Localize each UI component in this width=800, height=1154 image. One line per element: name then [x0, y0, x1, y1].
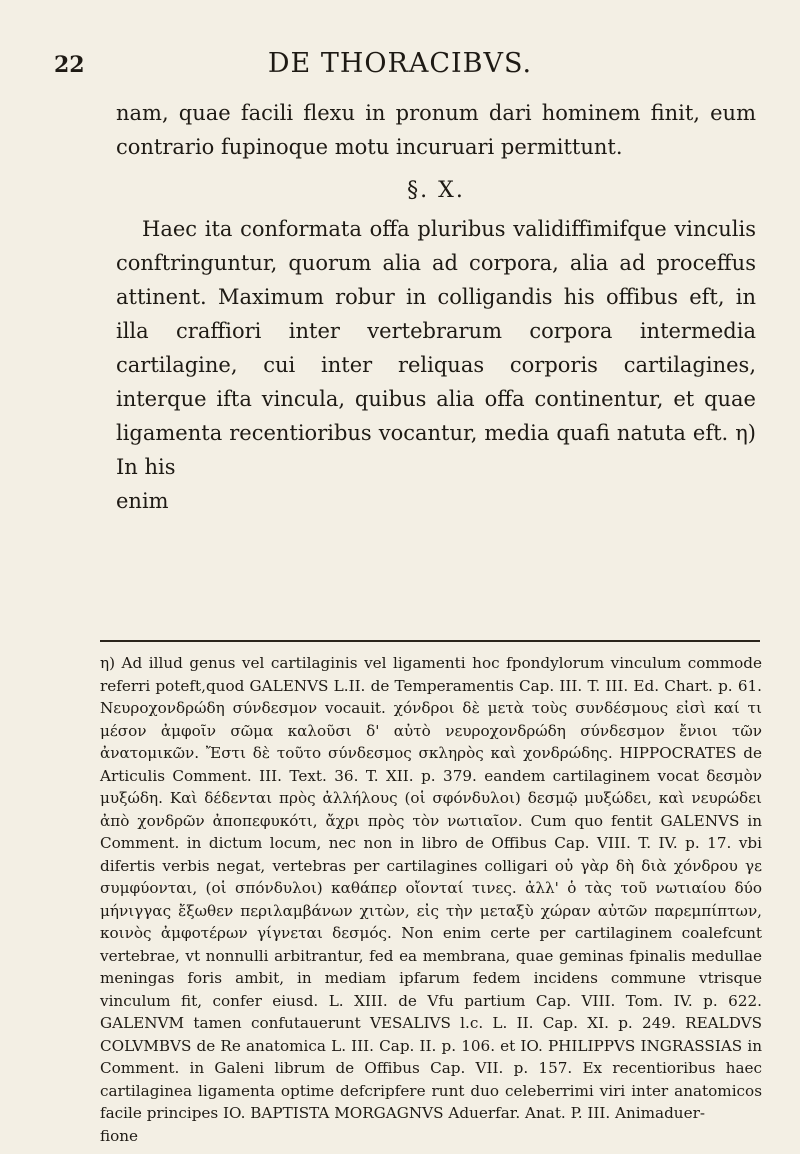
paragraph-continuation: nam, quae facili flexu in pronum dari hominem finit, eum contrario fupinoque motu incuruari permittunt. — [116, 101, 756, 159]
main-text — [116, 96, 756, 518]
footnote-rule — [100, 640, 760, 642]
footnote-catchword: fione — [100, 1126, 139, 1145]
footnote-block — [100, 652, 762, 1147]
page-number: 22 — [54, 52, 85, 78]
catchword: enim — [116, 489, 169, 513]
running-head: DE THORACIBVS. — [267, 48, 533, 79]
footnote-eta: η) Ad illud genus vel cartilaginis vel ligamenti hoc fpondylorum vinculum commode referri poteft,quod GALENVS L.II. de Temperamentis Cap. III. T. III. Ed. Chart. p. 61. Νευροχονδρώδη σύνδεσμον vocauit. χόνδροι δὲ μετὰ τοὺς συνδέσμους εἰσὶ καί τι μέσον ἀμφοῖν σῶμα καλοῦσι δ' αὐτὸ νευροχονδρώδη σύνδεσμον ἔνιοι τῶν ἀνατομικῶν. Ἔστι δὲ τοῦτο σύνδεσμος σκληρὸς καὶ χονδρώδης. HIPPOCRATES de Articulis Comment. III. Text. 36. T. XII. p. 379. eandem cartilaginem vocat δεσμὸν μυξώδη. Καὶ δέδενται πρὸς ἀλλήλους (οἱ σφόνδυλοι) δεσμῷ μυξώδει, καὶ νευρώδει ἀπὸ χονδρῶν ἀποπεφυκότι, ἄχρι πρὸς τὸν νωτιαῖον. Cum quo fentit GALENVS in Comment. in dictum locum, nec non in libro de Offibus Cap. VIII. T. IV. p. 17. vbi difertis verbis negat, vertebras per cartilagines colligari οὐ γὰρ δὴ διὰ χόνδρου γε συμφύονται, (οἱ σπόνδυλοι) καθάπερ οἴονταί τινες. ἀλλ' ὁ τὰς τοῦ νωτιαίου δύο μήνιγγας ἔξωθεν περιλαμβάνων χιτὼν, εἰς τὴν μεταξὺ χώραν αὐτῶν παρεμπίπτων, κοινὸς ἀμφοτέρων γίγνεται δεσμός. Non enim certe per cartilaginem coalefcunt vertebrae, vt nonnulli arbitrantur, fed ea membrana, quae geminas fpinalis medullae meningas foris ambit, in mediam ipfarum fedem incidens commune vtrisque vinculum fit, confer eiusd. L. XIII. de Vfu partium Cap. VIII. Tom. IV. p. 622. GALENVM tamen confutauerunt VESALIVS l.c. L. II. Cap. XI. p. 249. REALDVS COLVMBVS de Re anatomica L. III. Cap. II. p. 106. et IO. PHILIPPVS INGRASSIAS in Comment. in Galeni librum de Offibus Cap. VII. p. 157. Ex recentioribus haec cartilaginea ligamenta optime defcripfere runt duo celeberrimi viri inter anatomicos facile principes IO. BAPTISTA MORGAGNVS Aduerfar. Anat. P. III. Animaduer- — [100, 654, 762, 1122]
page-header — [0, 44, 800, 84]
paragraph-section-x: Haec ita conformata offa pluribus validiffimifque vinculis conftringuntur, quorum alia ad corpora, alia ad proceffus attinent. Maximum robur in colligandis his offibus eft, in illa craffiori inter vertebrarum corpora intermedia cartilagine, cui inter reliquas corporis cartilagines, interque ifta vincula, quibus alia offa continentur, et quae ligamenta recentioribus vocantur, media quafi natuta eft. η) In his — [116, 217, 756, 479]
section-heading: §. X. — [407, 178, 465, 203]
